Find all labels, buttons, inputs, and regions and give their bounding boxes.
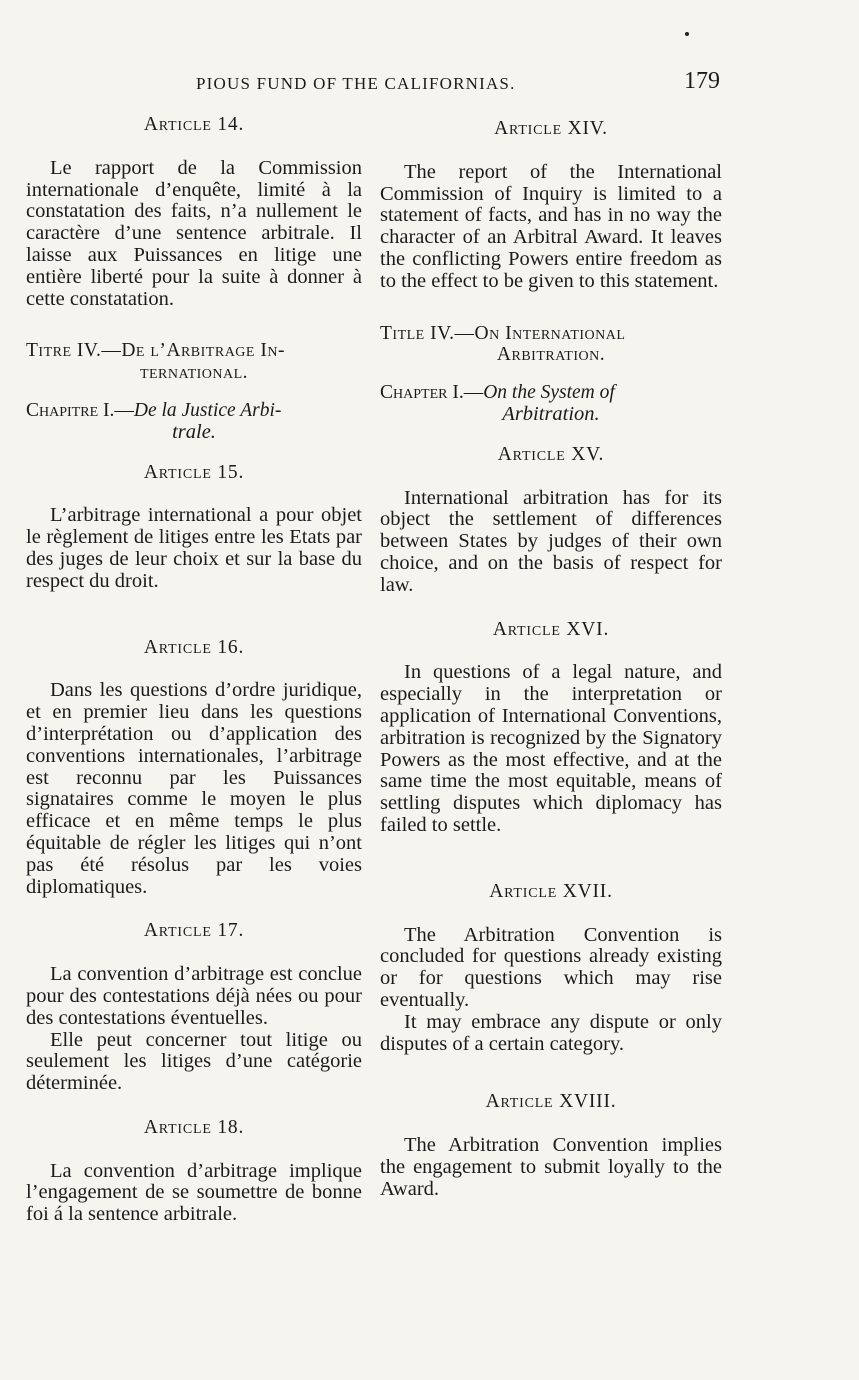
article-text: L’arbitrage international a pour objet le règlement de litiges entre les Etats par des juges de leur choix et sur la base du respect du droit. <box>26 504 362 592</box>
article-heading: Article 18. <box>143 1116 245 1138</box>
article-text: Elle peut concerner tout litige ou seulement les litiges d’une catégorie déterminée. <box>26 1028 362 1095</box>
article-heading: Article XVIII. <box>485 1091 617 1113</box>
article-heading: Article 14. <box>143 114 245 135</box>
article-text: The Arbitration Convention is concluded for questions already existing or for questions which may rise eventually. <box>380 923 722 1011</box>
french-column <box>26 112 362 1226</box>
title-heading-cont: Arbitration. <box>496 344 606 366</box>
chapter-label: Chapitre I.— <box>26 399 134 421</box>
article-text: It may embrace any dispute or only disputes of a certain category. <box>380 1010 722 1055</box>
chapter-heading <box>380 382 722 404</box>
article-heading: Article 16. <box>143 636 245 658</box>
article-text: Le rapport de la Commission internationale d’enquête, limité à la constatation des faits, n’a nullement le caractère d’une sentence arbitrale. Il laisse aux Puissances en litige une entière liberté pour la suite à donner à cette constatation. <box>26 156 362 310</box>
title-heading: Titre IV.—De l’Arbitrage In- <box>26 340 285 362</box>
article-text: The report of the International Commission of Inquiry is limited to a statement of facts, and has in no way the character of an Arbitral Award. It leaves the conflicting Powers entire freedom as to the effect to be given to this statement. <box>380 160 722 292</box>
ink-speck <box>685 32 689 36</box>
chapter-title: On the System of <box>483 382 615 404</box>
title-heading-cont: ternational. <box>139 362 249 384</box>
page-number: 179 <box>684 68 720 94</box>
article-heading: Article XVII. <box>489 880 613 902</box>
article-text: La convention d’arbitrage est conclue pour des contestations déjà nées ou pour des contestations éventuelles. <box>26 963 362 1029</box>
article-text: La convention d’arbitrage implique l’engagement de se soumettre de bonne foi á la sentence arbitrale. <box>26 1159 362 1226</box>
running-head: PIOUS FUND OF THE CALIFORNIAS. <box>196 74 516 93</box>
chapter-label: Chapter I.— <box>380 382 484 404</box>
article-heading: Article 15. <box>143 461 245 483</box>
article-text: The Arbitration Convention implies the engagement to submit loyally to the Award. <box>380 1134 722 1200</box>
article-heading: Article XIV. <box>494 118 608 139</box>
article-text: Dans les questions d’ordre juridique, et en premier lieu dans les questions d’interprétation ou d’application des conventions internationales, l’arbitrage est reconnu par les Puissances signataires comme le moyen le plus efficace et en même temps le plus équitable de régler les litiges qui n’ont pas été résolus par les voies diplomatiques. <box>26 679 362 898</box>
english-column <box>380 112 722 1200</box>
article-text: International arbitration has for its object the settlement of differences between States by judges of their own choice, and on the basis of respect for law. <box>380 486 722 596</box>
title-heading: Title IV.—On International <box>380 322 626 344</box>
article-heading: Article XV. <box>497 443 605 465</box>
chapter-title: De la Justice Arbi- <box>133 399 282 421</box>
article-text: In questions of a legal nature, and especially in the interpretation or application of International Conventions, arbitration is recognized by the Signatory Powers as the most effective, and at the same time the most equitable, means of settling disputes which diplomacy has failed to settle. <box>380 661 722 836</box>
article-heading: Article XVI. <box>492 618 610 640</box>
article-heading: Article 17. <box>143 920 245 942</box>
chapter-title-cont: Arbitration. <box>502 402 600 425</box>
chapter-heading <box>26 400 362 422</box>
chapter-title-cont: trale. <box>172 420 216 443</box>
page-header <box>0 68 859 102</box>
